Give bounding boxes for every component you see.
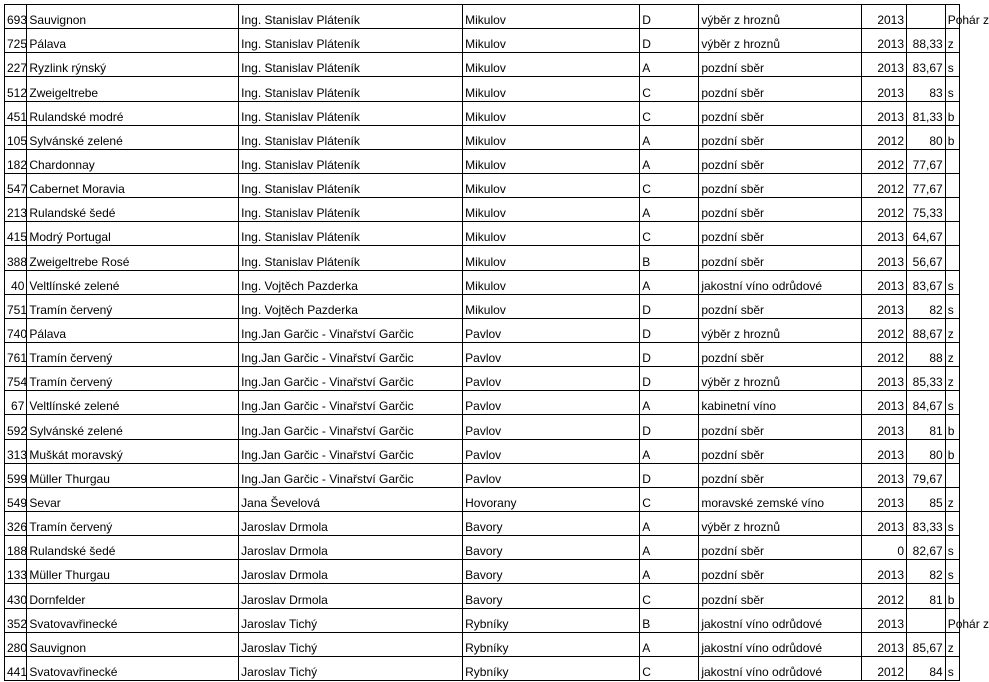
- sample-number: 227: [5, 53, 27, 77]
- vintage-year: 2013: [862, 487, 907, 511]
- village: Mikulov: [463, 294, 640, 318]
- wine-variety: Rulandské šedé: [27, 198, 239, 222]
- sample-number: 188: [5, 536, 27, 560]
- predicate: jakostní víno odrůdové: [699, 608, 862, 632]
- table-row: [5, 222, 960, 246]
- score: [907, 5, 946, 29]
- predicate: pozdní sběr: [699, 439, 862, 463]
- predicate: výběr z hroznů: [699, 318, 862, 342]
- sample-number: 213: [5, 198, 27, 222]
- score: 83,67: [907, 53, 946, 77]
- predicate: kabinetní víno: [699, 391, 862, 415]
- sample-number: 693: [5, 5, 27, 29]
- wine-variety: Chardonnay: [27, 149, 239, 173]
- predicate: pozdní sběr: [699, 101, 862, 125]
- wine-variety: Muškát moravský: [27, 439, 239, 463]
- score: 88,67: [907, 318, 946, 342]
- wine-variety: Dornfelder: [27, 584, 239, 608]
- award-note: s: [945, 560, 959, 584]
- score: 81: [907, 584, 946, 608]
- table-row: [5, 511, 960, 535]
- category: A: [640, 149, 699, 173]
- producer-name: Jaroslav Tichý: [239, 632, 463, 656]
- predicate: výběr z hroznů: [699, 367, 862, 391]
- wine-variety: Sauvignon: [27, 5, 239, 29]
- score: 83: [907, 77, 946, 101]
- producer-name: Ing.Jan Garčic - Vinařství Garčic: [239, 318, 463, 342]
- wine-variety: Tramín červený: [27, 342, 239, 366]
- category: C: [640, 656, 699, 680]
- sample-number: 754: [5, 367, 27, 391]
- award-note: [945, 222, 959, 246]
- score: 88: [907, 342, 946, 366]
- predicate: výběr z hroznů: [699, 5, 862, 29]
- score: 81,33: [907, 101, 946, 125]
- vintage-year: 2013: [862, 632, 907, 656]
- category: D: [640, 29, 699, 53]
- producer-name: Ing.Jan Garčic - Vinařství Garčic: [239, 439, 463, 463]
- award-note: z: [945, 367, 959, 391]
- category: A: [640, 439, 699, 463]
- vintage-year: 2013: [862, 270, 907, 294]
- table-row: [5, 415, 960, 439]
- award-note: Pohár z: [945, 5, 959, 29]
- award-note: s: [945, 294, 959, 318]
- award-note: s: [945, 656, 959, 680]
- predicate: pozdní sběr: [699, 463, 862, 487]
- vintage-year: 2013: [862, 415, 907, 439]
- producer-name: Ing.Jan Garčic - Vinařství Garčic: [239, 391, 463, 415]
- sample-number: 280: [5, 632, 27, 656]
- category: A: [640, 53, 699, 77]
- vintage-year: 2012: [862, 173, 907, 197]
- village: Mikulov: [463, 53, 640, 77]
- village: Pavlov: [463, 391, 640, 415]
- village: Rybníky: [463, 656, 640, 680]
- wine-variety: Veltlínské zelené: [27, 391, 239, 415]
- producer-name: Jaroslav Drmola: [239, 511, 463, 535]
- predicate: pozdní sběr: [699, 342, 862, 366]
- sample-number: 388: [5, 246, 27, 270]
- village: Rybníky: [463, 632, 640, 656]
- sample-number: 105: [5, 125, 27, 149]
- wine-variety: Müller Thurgau: [27, 560, 239, 584]
- sample-number: 725: [5, 29, 27, 53]
- award-note: Pohár z: [945, 608, 959, 632]
- village: Pavlov: [463, 415, 640, 439]
- sample-number: 441: [5, 656, 27, 680]
- vintage-year: 2012: [862, 149, 907, 173]
- predicate: pozdní sběr: [699, 198, 862, 222]
- sample-number: 352: [5, 608, 27, 632]
- sample-number: 67: [5, 391, 27, 415]
- village: Mikulov: [463, 270, 640, 294]
- award-note: z: [945, 487, 959, 511]
- award-note: s: [945, 53, 959, 77]
- village: Mikulov: [463, 173, 640, 197]
- table-row: [5, 608, 960, 632]
- sample-number: 740: [5, 318, 27, 342]
- village: Bavory: [463, 584, 640, 608]
- producer-name: Ing.Jan Garčic - Vinařství Garčic: [239, 415, 463, 439]
- producer-name: Ing. Stanislav Pláteník: [239, 29, 463, 53]
- wine-variety: Pálava: [27, 318, 239, 342]
- table-row: [5, 463, 960, 487]
- village: Rybníky: [463, 608, 640, 632]
- vintage-year: 2013: [862, 560, 907, 584]
- category: D: [640, 5, 699, 29]
- score: 79,67: [907, 463, 946, 487]
- category: A: [640, 560, 699, 584]
- category: C: [640, 584, 699, 608]
- vintage-year: 2012: [862, 584, 907, 608]
- vintage-year: 2013: [862, 511, 907, 535]
- wine-variety: Ryzlink rýnský: [27, 53, 239, 77]
- table-row: [5, 101, 960, 125]
- village: Pavlov: [463, 318, 640, 342]
- table-row: [5, 536, 960, 560]
- producer-name: Ing.Jan Garčic - Vinařství Garčic: [239, 463, 463, 487]
- award-note: b: [945, 125, 959, 149]
- predicate: jakostní víno odrůdové: [699, 270, 862, 294]
- sample-number: 313: [5, 439, 27, 463]
- producer-name: Jaroslav Drmola: [239, 584, 463, 608]
- sample-number: 599: [5, 463, 27, 487]
- score: 85,33: [907, 367, 946, 391]
- village: Mikulov: [463, 125, 640, 149]
- table-row: [5, 391, 960, 415]
- producer-name: Ing. Stanislav Pláteník: [239, 222, 463, 246]
- vintage-year: 2013: [862, 77, 907, 101]
- table-row: [5, 53, 960, 77]
- predicate: výběr z hroznů: [699, 511, 862, 535]
- vintage-year: 2013: [862, 294, 907, 318]
- predicate: moravské zemské víno: [699, 487, 862, 511]
- wine-variety: Tramín červený: [27, 511, 239, 535]
- predicate: pozdní sběr: [699, 415, 862, 439]
- wine-variety: Zweigeltrebe: [27, 77, 239, 101]
- vintage-year: 2013: [862, 463, 907, 487]
- category: A: [640, 198, 699, 222]
- category: C: [640, 222, 699, 246]
- village: Pavlov: [463, 439, 640, 463]
- category: C: [640, 77, 699, 101]
- table-row: [5, 367, 960, 391]
- award-note: z: [945, 632, 959, 656]
- wine-variety: Rulandské šedé: [27, 536, 239, 560]
- award-note: b: [945, 101, 959, 125]
- award-note: b: [945, 439, 959, 463]
- table-row: [5, 125, 960, 149]
- predicate: pozdní sběr: [699, 536, 862, 560]
- vintage-year: 2013: [862, 5, 907, 29]
- producer-name: Ing. Vojtěch Pazderka: [239, 294, 463, 318]
- category: D: [640, 463, 699, 487]
- wine-variety: Pálava: [27, 29, 239, 53]
- table-row: [5, 439, 960, 463]
- wine-variety: Svatovavřinecké: [27, 608, 239, 632]
- award-note: [945, 173, 959, 197]
- predicate: pozdní sběr: [699, 77, 862, 101]
- table-row: [5, 318, 960, 342]
- vintage-year: 0: [862, 536, 907, 560]
- table-row: [5, 29, 960, 53]
- score: 83,33: [907, 511, 946, 535]
- wine-variety: Modrý Portugal: [27, 222, 239, 246]
- wine-variety: Müller Thurgau: [27, 463, 239, 487]
- producer-name: Ing. Stanislav Pláteník: [239, 5, 463, 29]
- wine-variety: Sylvánské zelené: [27, 125, 239, 149]
- score: 80: [907, 125, 946, 149]
- village: Mikulov: [463, 77, 640, 101]
- wine-variety: Rulandské modré: [27, 101, 239, 125]
- sample-number: 549: [5, 487, 27, 511]
- score: 75,33: [907, 198, 946, 222]
- sample-number: 751: [5, 294, 27, 318]
- award-note: [945, 198, 959, 222]
- predicate: pozdní sběr: [699, 53, 862, 77]
- sample-number: 430: [5, 584, 27, 608]
- village: Mikulov: [463, 29, 640, 53]
- table-body: [5, 5, 989, 681]
- award-note: s: [945, 77, 959, 101]
- vintage-year: 2012: [862, 198, 907, 222]
- score: 85,67: [907, 632, 946, 656]
- score: 84,67: [907, 391, 946, 415]
- score: 84: [907, 656, 946, 680]
- table-row: [5, 632, 960, 656]
- vintage-year: 2012: [862, 342, 907, 366]
- producer-name: Ing. Stanislav Pláteník: [239, 149, 463, 173]
- category: C: [640, 487, 699, 511]
- sample-number: 40: [5, 270, 27, 294]
- score: 56,67: [907, 246, 946, 270]
- village: Bavory: [463, 511, 640, 535]
- award-note: [945, 246, 959, 270]
- vintage-year: 2012: [862, 656, 907, 680]
- table-row: [5, 560, 960, 584]
- table-row: [5, 656, 960, 680]
- category: C: [640, 173, 699, 197]
- predicate: pozdní sběr: [699, 125, 862, 149]
- award-note: s: [945, 270, 959, 294]
- vintage-year: 2012: [862, 125, 907, 149]
- predicate: pozdní sběr: [699, 149, 862, 173]
- table-row: [5, 5, 960, 29]
- table-row: [5, 294, 960, 318]
- table-row: [5, 342, 960, 366]
- award-note: b: [945, 584, 959, 608]
- category: D: [640, 342, 699, 366]
- village: Mikulov: [463, 149, 640, 173]
- score: 80: [907, 439, 946, 463]
- producer-name: Ing.Jan Garčic - Vinařství Garčic: [239, 367, 463, 391]
- sample-number: 415: [5, 222, 27, 246]
- table-row: [5, 149, 960, 173]
- predicate: výběr z hroznů: [699, 29, 862, 53]
- category: B: [640, 246, 699, 270]
- producer-name: Ing. Stanislav Pláteník: [239, 53, 463, 77]
- vintage-year: 2013: [862, 608, 907, 632]
- sample-number: 326: [5, 511, 27, 535]
- score: [907, 608, 946, 632]
- village: Bavory: [463, 560, 640, 584]
- wine-variety: Tramín červený: [27, 367, 239, 391]
- category: A: [640, 391, 699, 415]
- award-note: [945, 149, 959, 173]
- category: D: [640, 415, 699, 439]
- sample-number: 512: [5, 77, 27, 101]
- predicate: pozdní sběr: [699, 584, 862, 608]
- category: A: [640, 125, 699, 149]
- award-note: z: [945, 318, 959, 342]
- wine-variety: Cabernet Moravia: [27, 173, 239, 197]
- producer-name: Ing.Jan Garčic - Vinařství Garčic: [239, 342, 463, 366]
- village: Mikulov: [463, 222, 640, 246]
- producer-name: Ing. Stanislav Pláteník: [239, 77, 463, 101]
- predicate: pozdní sběr: [699, 173, 862, 197]
- producer-name: Ing. Stanislav Pláteník: [239, 173, 463, 197]
- category: D: [640, 367, 699, 391]
- vintage-year: 2013: [862, 101, 907, 125]
- predicate: pozdní sběr: [699, 246, 862, 270]
- village: Hovorany: [463, 487, 640, 511]
- table-row: [5, 77, 960, 101]
- table-row: [5, 246, 960, 270]
- wine-variety: Sevar: [27, 487, 239, 511]
- sample-number: 547: [5, 173, 27, 197]
- table-row: [5, 270, 960, 294]
- wine-variety: Tramín červený: [27, 294, 239, 318]
- category: B: [640, 608, 699, 632]
- category: C: [640, 101, 699, 125]
- award-note: z: [945, 29, 959, 53]
- predicate: pozdní sběr: [699, 222, 862, 246]
- table-row: [5, 173, 960, 197]
- sample-number: 761: [5, 342, 27, 366]
- wine-variety: Zweigeltrebe Rosé: [27, 246, 239, 270]
- wine-variety: Svatovavřinecké: [27, 656, 239, 680]
- village: Mikulov: [463, 5, 640, 29]
- vintage-year: 2013: [862, 367, 907, 391]
- producer-name: Jaroslav Tichý: [239, 656, 463, 680]
- producer-name: Jana Ševelová: [239, 487, 463, 511]
- producer-name: Jaroslav Drmola: [239, 536, 463, 560]
- table-row: [5, 584, 960, 608]
- producer-name: Jaroslav Tichý: [239, 608, 463, 632]
- predicate: pozdní sběr: [699, 560, 862, 584]
- producer-name: Ing. Stanislav Pláteník: [239, 101, 463, 125]
- award-note: [945, 463, 959, 487]
- producer-name: Ing. Stanislav Pláteník: [239, 246, 463, 270]
- vintage-year: 2013: [862, 391, 907, 415]
- predicate: pozdní sběr: [699, 294, 862, 318]
- award-note: s: [945, 536, 959, 560]
- producer-name: Ing. Stanislav Pláteník: [239, 198, 463, 222]
- wine-variety: Veltlínské zelené: [27, 270, 239, 294]
- village: Pavlov: [463, 342, 640, 366]
- vintage-year: 2012: [862, 318, 907, 342]
- village: Mikulov: [463, 246, 640, 270]
- score: 81: [907, 415, 946, 439]
- results-table: [4, 4, 989, 681]
- award-note: b: [945, 415, 959, 439]
- award-note: z: [945, 342, 959, 366]
- sample-number: 133: [5, 560, 27, 584]
- producer-name: Ing. Stanislav Pláteník: [239, 125, 463, 149]
- score: 77,67: [907, 173, 946, 197]
- predicate: jakostní víno odrůdové: [699, 656, 862, 680]
- score: 82: [907, 294, 946, 318]
- wine-variety: Sauvignon: [27, 632, 239, 656]
- vintage-year: 2013: [862, 53, 907, 77]
- score: 82: [907, 560, 946, 584]
- score: 82,67: [907, 536, 946, 560]
- wine-variety: Sylvánské zelené: [27, 415, 239, 439]
- score: 77,67: [907, 149, 946, 173]
- table-row: [5, 198, 960, 222]
- score: 85: [907, 487, 946, 511]
- category: D: [640, 294, 699, 318]
- category: D: [640, 318, 699, 342]
- category: A: [640, 270, 699, 294]
- village: Pavlov: [463, 367, 640, 391]
- category: A: [640, 536, 699, 560]
- producer-name: Ing. Vojtěch Pazderka: [239, 270, 463, 294]
- award-note: s: [945, 391, 959, 415]
- score: 83,67: [907, 270, 946, 294]
- score: 64,67: [907, 222, 946, 246]
- category: A: [640, 632, 699, 656]
- score: 88,33: [907, 29, 946, 53]
- vintage-year: 2013: [862, 29, 907, 53]
- category: A: [640, 511, 699, 535]
- village: Mikulov: [463, 198, 640, 222]
- sample-number: 182: [5, 149, 27, 173]
- vintage-year: 2013: [862, 246, 907, 270]
- vintage-year: 2013: [862, 439, 907, 463]
- sample-number: 451: [5, 101, 27, 125]
- vintage-year: 2013: [862, 222, 907, 246]
- predicate: jakostní víno odrůdové: [699, 632, 862, 656]
- village: Pavlov: [463, 463, 640, 487]
- producer-name: Jaroslav Drmola: [239, 560, 463, 584]
- table-row: [5, 487, 960, 511]
- village: Mikulov: [463, 101, 640, 125]
- sample-number: 592: [5, 415, 27, 439]
- award-note: s: [945, 511, 959, 535]
- village: Bavory: [463, 536, 640, 560]
